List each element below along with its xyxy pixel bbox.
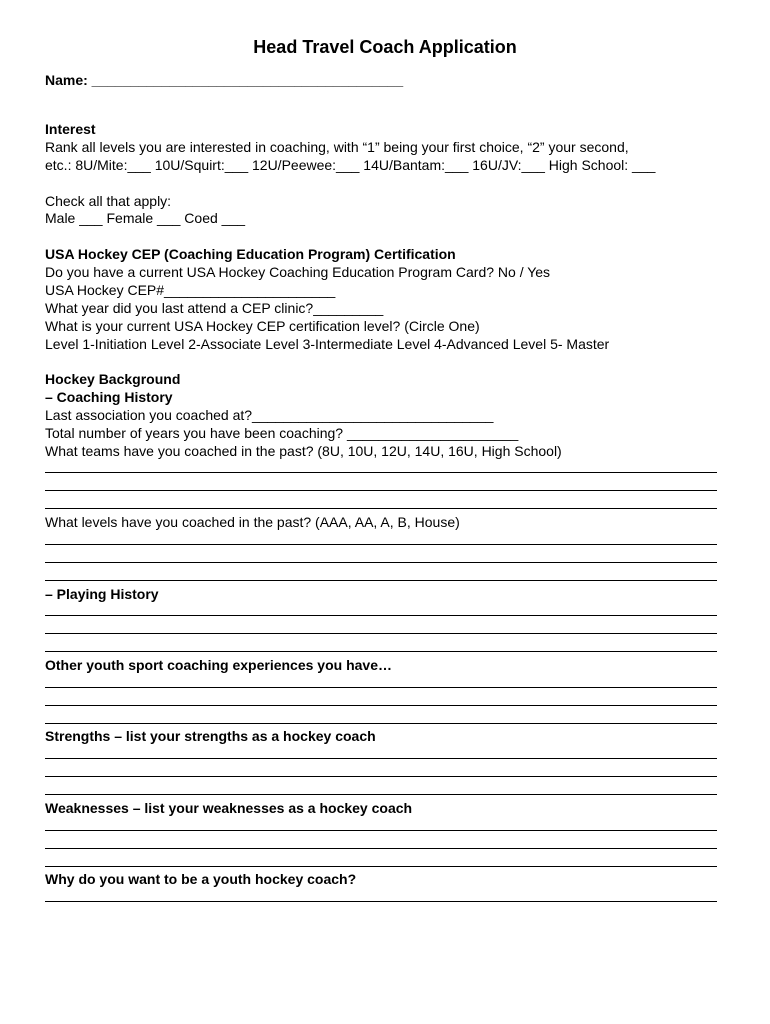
check-label: Check all that apply: xyxy=(45,193,172,209)
answer-line[interactable] xyxy=(45,490,717,491)
answer-line[interactable] xyxy=(45,901,717,902)
cep-level-options[interactable]: Level 1-Initiation Level 2-Associate Level 3-Intermediate Level 4-Advanced Level 5- Master xyxy=(45,336,610,352)
cep-heading: USA Hockey CEP (Coaching Education Program) Certification xyxy=(45,246,456,262)
weaknesses-heading: Weaknesses – list your weaknesses as a hockey coach xyxy=(45,800,413,816)
name-field[interactable]: Name: ________________________________________ xyxy=(45,72,404,88)
interest-heading: Interest xyxy=(45,121,96,137)
answer-line[interactable] xyxy=(45,866,717,867)
answer-line[interactable] xyxy=(45,633,717,634)
coaching-history-heading: – Coaching History xyxy=(45,389,173,405)
answer-line[interactable] xyxy=(45,848,717,849)
rank-instructions: Rank all levels you are interested in coaching, with “1” being your first choice, “2” your second, xyxy=(45,139,629,155)
years-coaching-field[interactable]: Total number of years you have been coaching? ______________________ xyxy=(45,425,519,441)
answer-line[interactable] xyxy=(45,794,717,795)
cep-number-field[interactable]: USA Hockey CEP#______________________ xyxy=(45,282,336,298)
strengths-heading: Strengths – list your strengths as a hockey coach xyxy=(45,728,376,744)
teams-coached-question: What teams have you coached in the past? (8U, 10U, 12U, 14U, 16U, High School) xyxy=(45,443,562,459)
rank-levels-fields[interactable]: etc.: 8U/Mite:___ 10U/Squirt:___ 12U/Peewee:___ 14U/Bantam:___ 16U/JV:___ High School: ___ xyxy=(45,157,656,173)
playing-history-heading: – Playing History xyxy=(45,586,159,602)
answer-line[interactable] xyxy=(45,615,717,616)
answer-line[interactable] xyxy=(45,562,717,563)
last-association-field[interactable]: Last association you coached at?_______________________________ xyxy=(45,407,494,423)
answer-line[interactable] xyxy=(45,723,717,724)
page-title: Head Travel Coach Application xyxy=(253,37,517,57)
cep-clinic-year-field[interactable]: What year did you last attend a CEP clinic?_________ xyxy=(45,300,384,316)
answer-line[interactable] xyxy=(45,705,717,706)
cep-card-question[interactable]: Do you have a current USA Hockey Coaching Education Program Card? No / Yes xyxy=(45,264,551,280)
answer-line[interactable] xyxy=(45,651,717,652)
answer-line[interactable] xyxy=(45,687,717,688)
answer-line[interactable] xyxy=(45,776,717,777)
answer-line[interactable] xyxy=(45,508,717,509)
answer-line[interactable] xyxy=(45,758,717,759)
hockey-background-heading: Hockey Background xyxy=(45,371,181,387)
cep-level-question: What is your current USA Hockey CEP certification level? (Circle One) xyxy=(45,318,480,334)
answer-line[interactable] xyxy=(45,472,717,473)
other-youth-heading: Other youth sport coaching experiences you have… xyxy=(45,657,392,673)
answer-line[interactable] xyxy=(45,580,717,581)
levels-coached-question: What levels have you coached in the past? (AAA, AA, A, B, House) xyxy=(45,514,460,530)
why-coach-heading: Why do you want to be a youth hockey coach? xyxy=(45,871,357,887)
answer-line[interactable] xyxy=(45,544,717,545)
answer-line[interactable] xyxy=(45,830,717,831)
gender-options-fields[interactable]: Male ___ Female ___ Coed ___ xyxy=(45,210,246,226)
